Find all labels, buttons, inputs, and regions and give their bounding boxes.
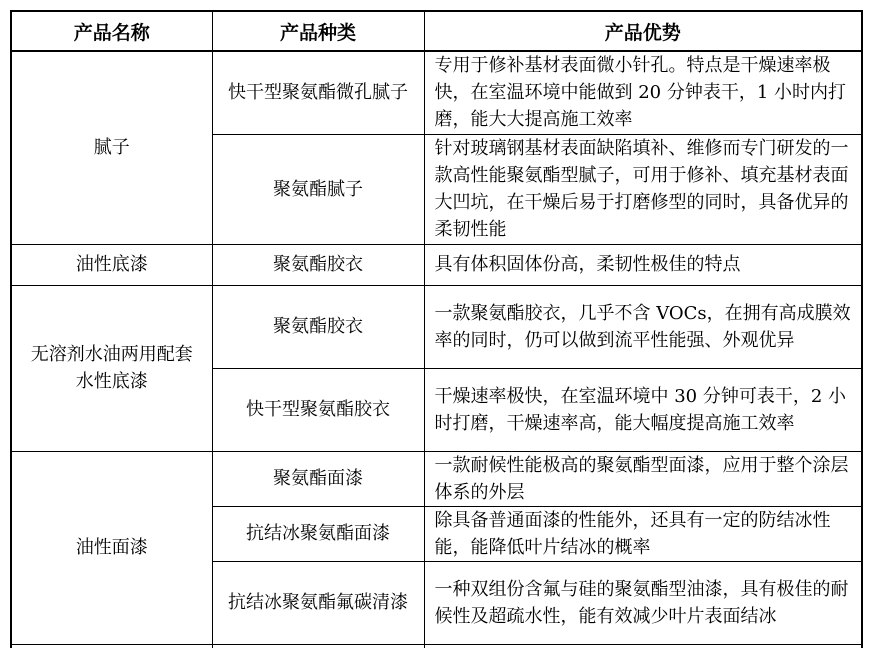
header-product-kind: 产品种类: [212, 11, 424, 51]
table-row: [11, 285, 862, 368]
kind-cell: 聚氨酯胶衣: [212, 244, 424, 285]
table-row: [11, 451, 862, 506]
advantage-cell: 针对玻璃钢基材表面缺陷填补、维修而专门研发的一款高性能聚氨酯型腻子，可用于修补、填充基材表面大凹坑，在干燥后易于打磨修型的同时，具备优异的柔韧性能: [424, 134, 862, 244]
kind-cell: 抗结冰聚氨酯面漆: [212, 506, 424, 561]
category-cell: 油性面漆: [11, 451, 212, 644]
category-cell: 油性底漆: [11, 244, 212, 285]
empty-cell: [212, 644, 424, 648]
advantage-cell: 一款聚氨酯胶衣，几乎不含 VOCs，在拥有高成膜效率的同时，仍可以做到流平性能强、外观优异: [424, 285, 862, 368]
advantage-cell: 一种双组份含氟与硅的聚氨酯型油漆，具有极佳的耐候性及超疏水性，能有效减少叶片表面结冰: [424, 561, 862, 644]
table-row: [11, 244, 862, 285]
kind-cell: 聚氨酯胶衣: [212, 285, 424, 368]
advantage-cell: 一款耐候性能极高的聚氨酯型面漆，应用于整个涂层体系的外层: [424, 451, 862, 506]
table-header-row: [11, 11, 862, 51]
advantage-cell: 专用于修补基材表面微小针孔。特点是干燥速率极快，在室温环境中能做到 20 分钟表干，1 小时内打磨，能大大提高施工效率: [424, 51, 862, 134]
kind-cell: 快干型聚氨酯胶衣: [212, 368, 424, 451]
kind-cell: 聚氨酯面漆: [212, 451, 424, 506]
header-product-advantage: 产品优势: [424, 11, 862, 51]
table-row: [11, 51, 862, 134]
advantage-cell: 除具备普通面漆的性能外，还具有一定的防结冰性能，能降低叶片结冰的概率: [424, 506, 862, 561]
kind-cell: 抗结冰聚氨酯氟碳清漆: [212, 561, 424, 644]
table-row-partial: [11, 644, 862, 648]
category-cell: 无溶剂水油两用配套水性底漆: [11, 285, 212, 451]
empty-cell: [11, 644, 212, 648]
product-table: [10, 10, 863, 648]
advantage-cell: 干燥速率极快，在室温环境中 30 分钟可表干，2 小时打磨，干燥速率高，能大幅度提高施工效率: [424, 368, 862, 451]
kind-cell: 聚氨酯腻子: [212, 134, 424, 244]
empty-cell: [424, 644, 862, 648]
category-cell: 腻子: [11, 51, 212, 244]
kind-cell: 快干型聚氨酯微孔腻子: [212, 51, 424, 134]
advantage-cell: 具有体积固体份高，柔韧性极佳的特点: [424, 244, 862, 285]
header-product-name: 产品名称: [11, 11, 212, 51]
